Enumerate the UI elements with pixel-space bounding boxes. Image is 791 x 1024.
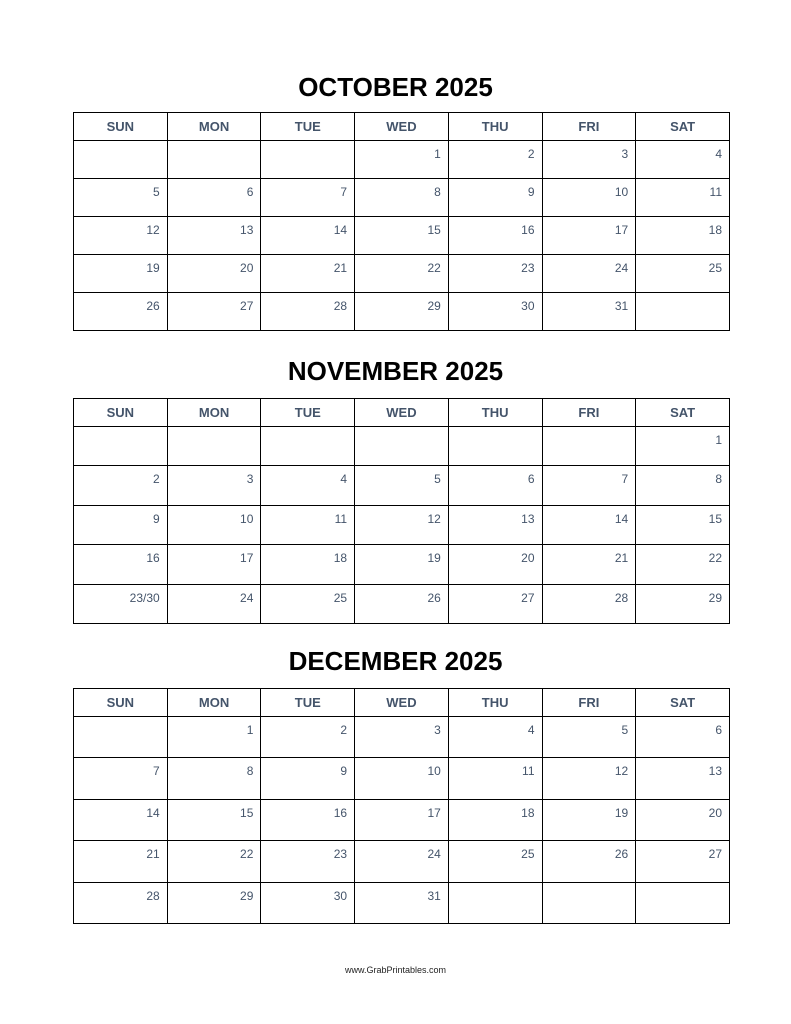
day-cell: 16 — [74, 545, 168, 584]
day-cell: 18 — [636, 217, 730, 255]
weekday-header: WED — [355, 689, 449, 717]
day-cell: 13 — [167, 217, 261, 255]
day-cell: 22 — [167, 841, 261, 882]
weekday-header: SAT — [636, 113, 730, 141]
day-cell: 1 — [636, 427, 730, 466]
week-row — [74, 799, 730, 840]
day-cell: 22 — [355, 255, 449, 293]
day-cell: 29 — [636, 584, 730, 623]
weekday-header: MON — [167, 689, 261, 717]
day-cell: 28 — [74, 882, 168, 923]
week-row — [74, 466, 730, 505]
day-cell: 19 — [355, 545, 449, 584]
day-cell — [261, 141, 355, 179]
weekday-header: SUN — [74, 399, 168, 427]
day-cell: 10 — [355, 758, 449, 799]
weekday-header: MON — [167, 399, 261, 427]
day-cell: 5 — [542, 717, 636, 758]
day-cell: 23 — [448, 255, 542, 293]
day-cell: 17 — [355, 799, 449, 840]
day-cell: 30 — [261, 882, 355, 923]
day-cell: 11 — [636, 179, 730, 217]
day-cell: 2 — [74, 466, 168, 505]
day-cell: 27 — [636, 841, 730, 882]
day-cell: 14 — [261, 217, 355, 255]
month-title: DECEMBER 2025 — [288, 646, 503, 676]
day-cell: 17 — [542, 217, 636, 255]
day-cell: 2 — [261, 717, 355, 758]
weekday-header: FRI — [542, 113, 636, 141]
day-cell: 3 — [542, 141, 636, 179]
day-cell: 4 — [636, 141, 730, 179]
day-cell — [448, 427, 542, 466]
day-cell: 28 — [542, 584, 636, 623]
day-cell — [74, 717, 168, 758]
weekday-header: TUE — [261, 113, 355, 141]
day-cell: 1 — [167, 717, 261, 758]
day-cell: 24 — [355, 841, 449, 882]
day-cell — [167, 141, 261, 179]
day-cell — [636, 882, 730, 923]
week-row — [74, 758, 730, 799]
day-cell: 19 — [542, 799, 636, 840]
day-cell: 27 — [167, 293, 261, 331]
day-cell: 6 — [448, 466, 542, 505]
day-cell: 10 — [542, 179, 636, 217]
week-row — [74, 179, 730, 217]
day-cell — [74, 141, 168, 179]
day-cell — [355, 427, 449, 466]
day-cell: 16 — [448, 217, 542, 255]
month-title: OCTOBER 2025 — [298, 72, 493, 102]
week-row — [74, 584, 730, 623]
week-row — [74, 141, 730, 179]
weekday-header: WED — [355, 399, 449, 427]
weekday-header: SUN — [74, 113, 168, 141]
day-cell: 10 — [167, 505, 261, 544]
day-cell: 7 — [542, 466, 636, 505]
day-cell — [542, 427, 636, 466]
weekday-header: FRI — [542, 689, 636, 717]
day-cell: 22 — [636, 545, 730, 584]
day-cell: 8 — [636, 466, 730, 505]
day-cell: 6 — [636, 717, 730, 758]
footer-url: www.GrabPrintables.com — [344, 965, 447, 975]
day-cell: 3 — [167, 466, 261, 505]
day-cell: 19 — [74, 255, 168, 293]
day-cell — [448, 882, 542, 923]
day-cell: 7 — [261, 179, 355, 217]
day-cell: 12 — [355, 505, 449, 544]
month-grid — [73, 112, 730, 331]
day-cell: 7 — [74, 758, 168, 799]
day-cell: 23/30 — [74, 584, 168, 623]
day-cell: 13 — [636, 758, 730, 799]
day-cell: 24 — [167, 584, 261, 623]
weekday-header: THU — [448, 113, 542, 141]
day-cell: 26 — [355, 584, 449, 623]
day-cell: 30 — [448, 293, 542, 331]
day-cell: 8 — [355, 179, 449, 217]
weekday-header: THU — [448, 399, 542, 427]
week-row — [74, 217, 730, 255]
day-cell: 17 — [167, 545, 261, 584]
day-cell: 15 — [355, 217, 449, 255]
day-cell: 31 — [355, 882, 449, 923]
day-cell: 25 — [261, 584, 355, 623]
weekday-header: SUN — [74, 689, 168, 717]
day-cell — [167, 427, 261, 466]
weekday-header: FRI — [542, 399, 636, 427]
day-cell: 29 — [355, 293, 449, 331]
day-cell: 3 — [355, 717, 449, 758]
day-cell: 18 — [448, 799, 542, 840]
weekday-header: SAT — [636, 399, 730, 427]
day-cell: 26 — [542, 841, 636, 882]
day-cell: 26 — [74, 293, 168, 331]
day-cell: 27 — [448, 584, 542, 623]
day-cell: 12 — [74, 217, 168, 255]
day-cell — [74, 427, 168, 466]
day-cell: 5 — [74, 179, 168, 217]
day-cell: 8 — [167, 758, 261, 799]
day-cell: 11 — [448, 758, 542, 799]
day-cell: 25 — [636, 255, 730, 293]
day-cell: 2 — [448, 141, 542, 179]
day-cell: 20 — [448, 545, 542, 584]
day-cell: 15 — [636, 505, 730, 544]
week-row — [74, 255, 730, 293]
day-cell: 4 — [448, 717, 542, 758]
day-cell: 12 — [542, 758, 636, 799]
day-cell: 25 — [448, 841, 542, 882]
day-cell: 24 — [542, 255, 636, 293]
weekday-header: MON — [167, 113, 261, 141]
day-cell: 20 — [167, 255, 261, 293]
day-cell — [542, 882, 636, 923]
day-cell: 29 — [167, 882, 261, 923]
day-cell: 9 — [261, 758, 355, 799]
weekday-header: SAT — [636, 689, 730, 717]
month-grid — [73, 688, 730, 924]
day-cell: 14 — [542, 505, 636, 544]
day-cell: 21 — [542, 545, 636, 584]
month-grid — [73, 398, 730, 624]
weekday-header: THU — [448, 689, 542, 717]
day-cell: 14 — [74, 799, 168, 840]
week-row — [74, 882, 730, 923]
weekday-header: TUE — [261, 689, 355, 717]
day-cell: 21 — [261, 255, 355, 293]
day-cell: 4 — [261, 466, 355, 505]
weekday-header: TUE — [261, 399, 355, 427]
day-cell: 11 — [261, 505, 355, 544]
day-cell: 6 — [167, 179, 261, 217]
day-cell: 18 — [261, 545, 355, 584]
week-row — [74, 505, 730, 544]
day-cell: 20 — [636, 799, 730, 840]
day-cell: 16 — [261, 799, 355, 840]
day-cell: 31 — [542, 293, 636, 331]
week-row — [74, 293, 730, 331]
week-row — [74, 545, 730, 584]
day-cell — [261, 427, 355, 466]
day-cell: 9 — [448, 179, 542, 217]
day-cell: 13 — [448, 505, 542, 544]
day-cell: 1 — [355, 141, 449, 179]
day-cell: 21 — [74, 841, 168, 882]
week-row — [74, 427, 730, 466]
day-cell: 5 — [355, 466, 449, 505]
week-row — [74, 841, 730, 882]
day-cell: 23 — [261, 841, 355, 882]
day-cell: 9 — [74, 505, 168, 544]
day-cell: 28 — [261, 293, 355, 331]
weekday-header: WED — [355, 113, 449, 141]
day-cell: 15 — [167, 799, 261, 840]
week-row — [74, 717, 730, 758]
day-cell — [636, 293, 730, 331]
month-title: NOVEMBER 2025 — [287, 356, 504, 386]
